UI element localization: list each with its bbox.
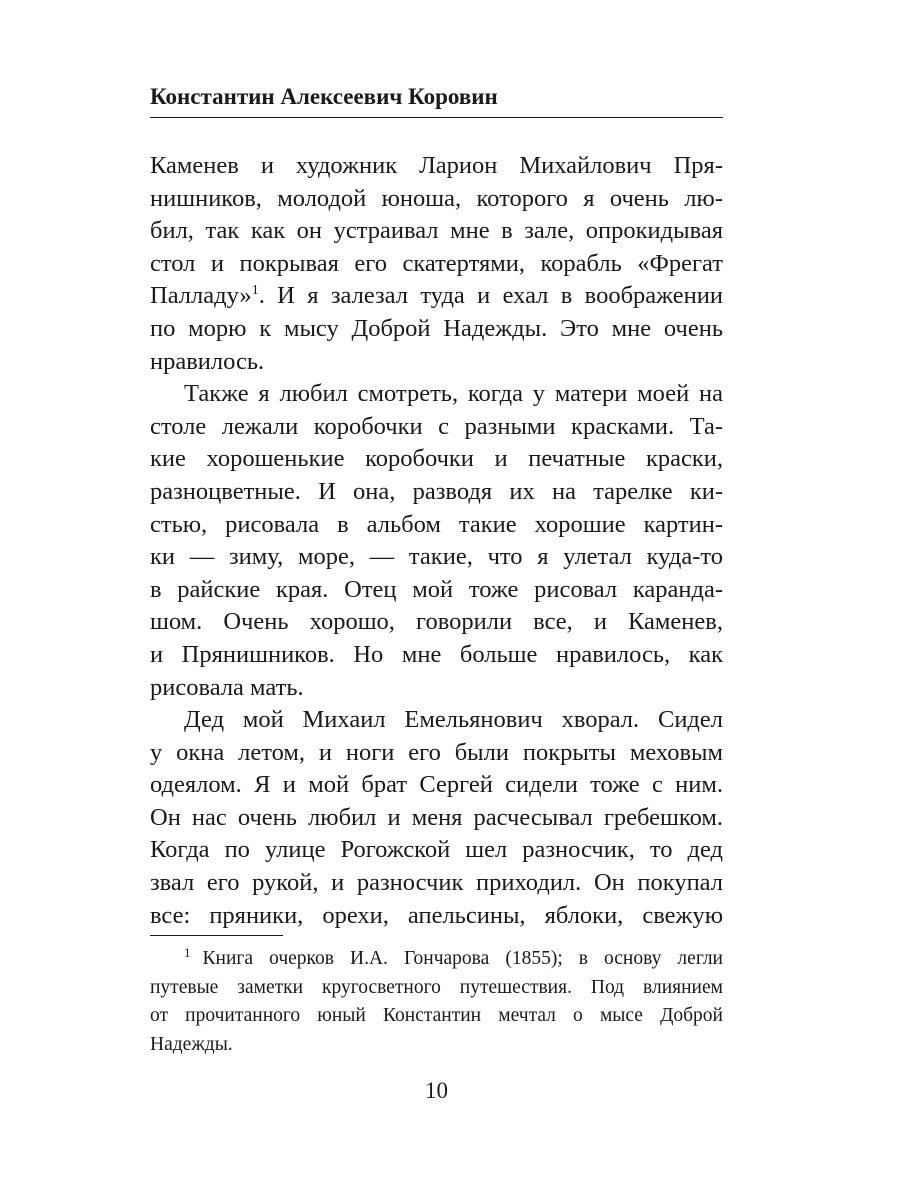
text-line: Дед мой Михаил Емельянович хворал. Сидел bbox=[184, 706, 723, 734]
text-line: Каменев и художник Ларион Михайлович Пря- bbox=[150, 152, 723, 179]
text-line: рисовала мать. bbox=[150, 673, 304, 701]
footnote-marker: 1 bbox=[184, 945, 191, 960]
text-segment: Палладу» bbox=[150, 282, 252, 310]
text-line: и Прянишников. Но мне больше нравилось, как bbox=[150, 640, 723, 668]
text-line: разноцветные. И она, разводя их на тарелке ки- bbox=[150, 477, 723, 505]
text-segment: . И я залезал туда и ехал в воображении bbox=[258, 282, 723, 310]
text-line: одеялом. Я и мой брат Сергей сидели тоже с ним. bbox=[150, 771, 723, 799]
footnote bbox=[150, 945, 723, 1059]
text-line: Он нас очень любил и меня расчесывал гребешком. bbox=[150, 803, 723, 831]
header-rule bbox=[150, 117, 723, 118]
body-text bbox=[150, 150, 723, 932]
text-segment: Книга очерков И.А. Гончарова (1855); в основу легли bbox=[202, 948, 723, 969]
text-line: по морю к мысу Доброй Надежды. Это мне очень bbox=[150, 314, 723, 342]
footnote-reference: 1 bbox=[251, 283, 259, 299]
text-line: кие хорошенькие коробочки и печатные краски, bbox=[150, 445, 723, 473]
page-number: 10 bbox=[425, 1078, 448, 1103]
text-line: бил, так как он устраивал мне в зале, опрокидывая bbox=[150, 217, 723, 245]
footnote-line: путевые заметки кругосветного путешествия. Под влиянием bbox=[150, 976, 723, 998]
text-line: звал его рукой, и разносчик приходил. Он покупал bbox=[150, 869, 723, 897]
text-line: у окна летом, и ноги его были покрыты меховым bbox=[150, 738, 723, 766]
footnote-line: Надежды. bbox=[150, 1033, 233, 1055]
text-line: стол и покрывая его скатертями, корабль «Фрегат bbox=[150, 249, 723, 277]
footnote-line: от прочитанного юный Константин мечтал о мысе Доброй bbox=[150, 1005, 723, 1026]
footnote-line bbox=[150, 945, 723, 974]
text-line: шом. Очень хорошо, говорили все, и Каменев, bbox=[150, 608, 723, 636]
text-line: стью, рисовала в альбом такие хорошие картин- bbox=[150, 510, 723, 538]
text-line: Также я любил смотреть, когда у матери моей на bbox=[184, 380, 723, 408]
text-line: нравилось. bbox=[150, 347, 265, 375]
text-line: все: пряники, орехи, апельсины, яблоки, свежую bbox=[150, 901, 723, 929]
running-head: Константин Алексеевич Коровин bbox=[150, 84, 498, 109]
text-line: в райские края. Отец мой тоже рисовал каранда- bbox=[150, 575, 723, 603]
text-line bbox=[150, 280, 723, 313]
text-line: нишников, молодой юноша, которого я очень лю- bbox=[150, 184, 723, 212]
book-page bbox=[150, 0, 723, 1200]
text-line: Когда по улице Рогожской шел разносчик, то дед bbox=[150, 836, 723, 864]
text-line: ки — зиму, море, — такие, что я улетал куда-то bbox=[150, 543, 723, 571]
text-line: столе лежали коробочки с разными красками. Та- bbox=[150, 412, 723, 440]
footnote-rule bbox=[150, 935, 283, 936]
